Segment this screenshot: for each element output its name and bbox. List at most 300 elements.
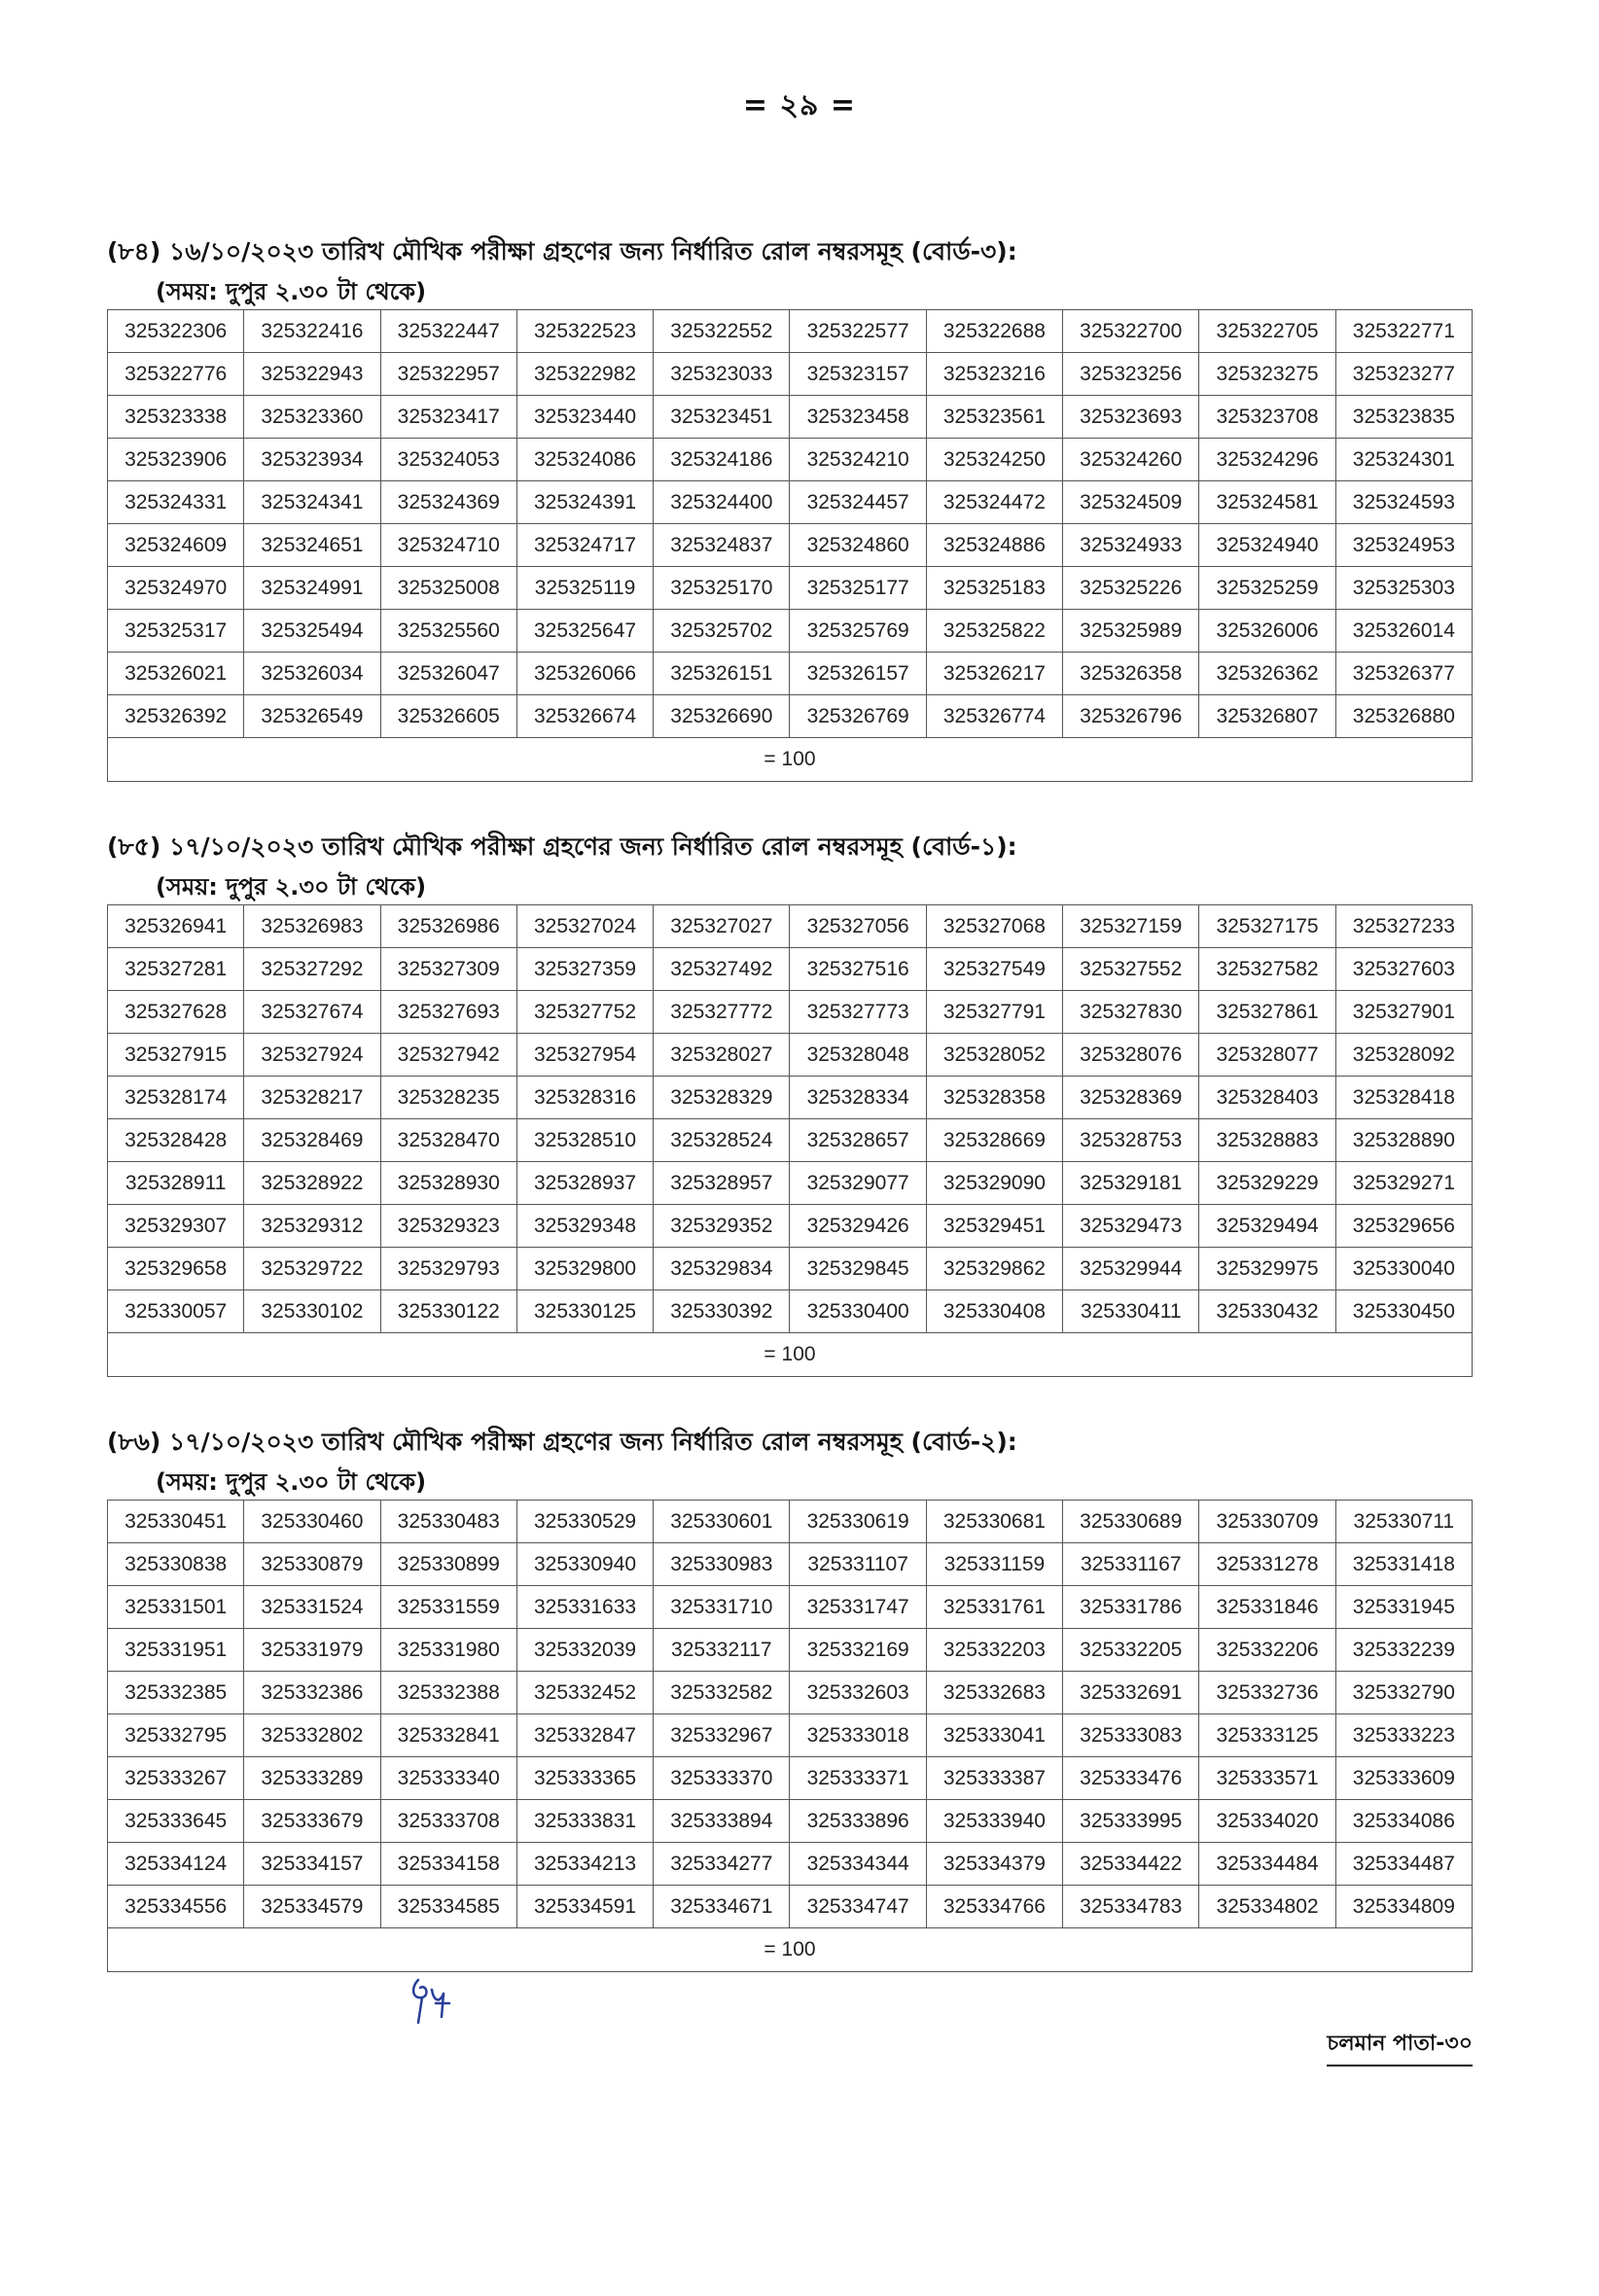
roll-number-cell: 325327924 (244, 1034, 380, 1077)
roll-number-cell: 325328235 (380, 1077, 516, 1119)
roll-number-cell: 325327773 (790, 991, 926, 1034)
roll-number-table (107, 309, 1473, 782)
signature (405, 1974, 463, 2027)
roll-list-section-86 (107, 1420, 1473, 1972)
roll-number-cell: 325322771 (1335, 310, 1472, 353)
table-row (108, 481, 1473, 524)
roll-number-cell: 325328890 (1335, 1119, 1472, 1162)
roll-number-cell: 325331747 (790, 1586, 926, 1629)
roll-number-cell: 325326549 (244, 695, 380, 738)
roll-number-cell: 325332790 (1335, 1672, 1472, 1714)
roll-number-cell: 325327175 (1199, 905, 1335, 948)
table-row (108, 1629, 1473, 1672)
table-row (108, 310, 1473, 353)
roll-number-cell: 325334585 (380, 1886, 516, 1928)
roll-number-cell: 325324391 (516, 481, 653, 524)
table-row (108, 524, 1473, 567)
roll-number-cell: 325327024 (516, 905, 653, 948)
roll-number-cell: 325323338 (108, 396, 244, 439)
roll-number-cell: 325328657 (790, 1119, 926, 1162)
roll-number-cell: 325333940 (926, 1800, 1062, 1843)
roll-number-cell: 325328669 (926, 1119, 1062, 1162)
roll-number-cell: 325324053 (380, 439, 516, 481)
roll-number-cell: 325325303 (1335, 567, 1472, 610)
roll-number-cell: 325333125 (1199, 1714, 1335, 1757)
roll-number-cell: 325330102 (244, 1290, 380, 1333)
roll-number-cell: 325333645 (108, 1800, 244, 1843)
roll-number-cell: 325334802 (1199, 1886, 1335, 1928)
roll-number-cell: 325334086 (1335, 1800, 1472, 1843)
roll-number-cell: 325333476 (1063, 1757, 1199, 1800)
roll-number-cell: 325327915 (108, 1034, 244, 1077)
roll-number-cell: 325330899 (380, 1543, 516, 1586)
roll-number-cell: 325332388 (380, 1672, 516, 1714)
roll-number-cell: 325327552 (1063, 948, 1199, 991)
roll-number-cell: 325324940 (1199, 524, 1335, 567)
roll-number-cell: 325330432 (1199, 1290, 1335, 1333)
roll-number-cell: 325328076 (1063, 1034, 1199, 1077)
roll-number-cell: 325328469 (244, 1119, 380, 1162)
roll-number-cell: 325331167 (1063, 1543, 1199, 1586)
roll-number-cell: 325326674 (516, 695, 653, 738)
roll-number-cell: 325326034 (244, 653, 380, 695)
roll-number-cell: 325322705 (1199, 310, 1335, 353)
roll-number-cell: 325327233 (1335, 905, 1472, 948)
roll-number-cell: 325326358 (1063, 653, 1199, 695)
roll-number-cell: 325331710 (654, 1586, 790, 1629)
roll-number-cell: 325330879 (244, 1543, 380, 1586)
roll-number-cell: 325327791 (926, 991, 1062, 1034)
roll-number-cell: 325325183 (926, 567, 1062, 610)
roll-number-cell: 325332967 (654, 1714, 790, 1757)
roll-number-cell: 325329271 (1335, 1162, 1472, 1205)
roll-number-cell: 325332203 (926, 1629, 1062, 1672)
roll-number-cell: 325331846 (1199, 1586, 1335, 1629)
roll-number-cell: 325334124 (108, 1843, 244, 1886)
roll-number-cell: 325331278 (1199, 1543, 1335, 1586)
roll-number-cell: 325329658 (108, 1248, 244, 1290)
roll-number-cell: 325322577 (790, 310, 926, 353)
roll-number-cell: 325324886 (926, 524, 1062, 567)
roll-number-cell: 325328329 (654, 1077, 790, 1119)
roll-number-cell: 325328428 (108, 1119, 244, 1162)
roll-number-table (107, 1500, 1473, 1972)
table-row (108, 695, 1473, 738)
roll-number-cell: 325328957 (654, 1162, 790, 1205)
table-row (108, 1714, 1473, 1757)
table-row (108, 1162, 1473, 1205)
roll-number-cell: 325333365 (516, 1757, 653, 1800)
roll-number-cell: 325334213 (516, 1843, 653, 1886)
table-row (108, 905, 1473, 948)
table-row (108, 396, 1473, 439)
roll-number-cell: 325326796 (1063, 695, 1199, 738)
roll-number-cell: 325331633 (516, 1586, 653, 1629)
roll-number-cell: 325334766 (926, 1886, 1062, 1928)
roll-number-cell: 325329944 (1063, 1248, 1199, 1290)
roll-number-cell: 325329312 (244, 1205, 380, 1248)
roll-number-cell: 325327954 (516, 1034, 653, 1077)
roll-number-cell: 325328358 (926, 1077, 1062, 1119)
roll-number-cell: 325329862 (926, 1248, 1062, 1290)
section-time: (সময়: দুপুর ২.৩০ টা থেকে) (156, 278, 427, 305)
table-row (108, 1672, 1473, 1714)
roll-number-cell: 325326021 (108, 653, 244, 695)
roll-number-cell: 325333995 (1063, 1800, 1199, 1843)
roll-number-cell: 325330125 (516, 1290, 653, 1333)
roll-number-cell: 325324472 (926, 481, 1062, 524)
roll-number-cell: 325327359 (516, 948, 653, 991)
roll-number-cell: 325327068 (926, 905, 1062, 948)
roll-number-cell: 325324331 (108, 481, 244, 524)
roll-number-cell: 325326941 (108, 905, 244, 948)
roll-number-cell: 325329348 (516, 1205, 653, 1248)
total-count: = 100 (108, 1928, 1473, 1972)
roll-number-cell: 325325989 (1063, 610, 1199, 653)
roll-number-cell: 325327674 (244, 991, 380, 1034)
roll-number-cell: 325327516 (790, 948, 926, 991)
roll-number-cell: 325330711 (1335, 1501, 1472, 1543)
roll-number-cell: 325327159 (1063, 905, 1199, 948)
roll-number-cell: 325326006 (1199, 610, 1335, 653)
roll-number-cell: 325328883 (1199, 1119, 1335, 1162)
roll-number-cell: 325332385 (108, 1672, 244, 1714)
roll-number-cell: 325331107 (790, 1543, 926, 1586)
roll-number-cell: 325324296 (1199, 439, 1335, 481)
roll-number-cell: 325327752 (516, 991, 653, 1034)
roll-number-cell: 325328911 (108, 1162, 244, 1205)
roll-number-cell: 325332795 (108, 1714, 244, 1757)
roll-number-cell: 325328418 (1335, 1077, 1472, 1119)
roll-number-cell: 325328922 (244, 1162, 380, 1205)
roll-number-cell: 325332169 (790, 1629, 926, 1672)
roll-number-cell: 325324250 (926, 439, 1062, 481)
page-number: = ২৯ = (742, 88, 857, 123)
roll-number-cell: 325325170 (654, 567, 790, 610)
roll-number-cell: 325324301 (1335, 439, 1472, 481)
roll-number-cell: 325326605 (380, 695, 516, 738)
roll-number-cell: 325329077 (790, 1162, 926, 1205)
roll-number-cell: 325330838 (108, 1543, 244, 1586)
roll-number-cell: 325328316 (516, 1077, 653, 1119)
roll-number-cell: 325325769 (790, 610, 926, 653)
roll-number-cell: 325328470 (380, 1119, 516, 1162)
roll-number-cell: 325325177 (790, 567, 926, 610)
roll-number-cell: 325331559 (380, 1586, 516, 1629)
roll-number-cell: 325326151 (654, 653, 790, 695)
roll-number-cell: 325333679 (244, 1800, 380, 1843)
roll-number-cell: 325333041 (926, 1714, 1062, 1757)
roll-number-cell: 325334158 (380, 1843, 516, 1886)
roll-number-cell: 325322447 (380, 310, 516, 353)
table-row (108, 1757, 1473, 1800)
roll-number-cell: 325334747 (790, 1886, 926, 1928)
roll-number-cell: 325322306 (108, 310, 244, 353)
roll-number-cell: 325331524 (244, 1586, 380, 1629)
roll-number-cell: 325333609 (1335, 1757, 1472, 1800)
roll-number-cell: 325328052 (926, 1034, 1062, 1077)
roll-number-cell: 325328937 (516, 1162, 653, 1205)
roll-number-cell: 325324457 (790, 481, 926, 524)
roll-number-cell: 325323708 (1199, 396, 1335, 439)
roll-number-cell: 325331501 (108, 1586, 244, 1629)
table-row (108, 653, 1473, 695)
roll-number-cell: 325333370 (654, 1757, 790, 1800)
roll-number-cell: 325327582 (1199, 948, 1335, 991)
table-row (108, 1586, 1473, 1629)
next-page-note: চলমান পাতা-৩০ (1327, 2027, 1473, 2066)
roll-number-cell: 325323277 (1335, 353, 1472, 396)
roll-number-cell: 325333083 (1063, 1714, 1199, 1757)
roll-number-cell: 325328077 (1199, 1034, 1335, 1077)
table-row (108, 1886, 1473, 1928)
roll-number-cell: 325328174 (108, 1077, 244, 1119)
roll-number-cell: 325324593 (1335, 481, 1472, 524)
roll-number-cell: 325322776 (108, 353, 244, 396)
table-row (108, 1248, 1473, 1290)
roll-number-cell: 325324860 (790, 524, 926, 567)
roll-number-cell: 325334277 (654, 1843, 790, 1886)
roll-number-cell: 325331980 (380, 1629, 516, 1672)
roll-number-cell: 325327830 (1063, 991, 1199, 1034)
roll-number-cell: 325326362 (1199, 653, 1335, 695)
roll-number-cell: 325329845 (790, 1248, 926, 1290)
roll-number-cell: 325325560 (380, 610, 516, 653)
roll-number-cell: 325333018 (790, 1714, 926, 1757)
roll-number-cell: 325324260 (1063, 439, 1199, 481)
roll-number-cell: 325330601 (654, 1501, 790, 1543)
roll-list-section-85 (107, 825, 1473, 1377)
roll-number-cell: 325330940 (516, 1543, 653, 1586)
table-row (108, 948, 1473, 991)
roll-number-cell: 325327549 (926, 948, 1062, 991)
roll-number-cell: 325330709 (1199, 1501, 1335, 1543)
roll-number-cell: 325330681 (926, 1501, 1062, 1543)
roll-number-cell: 325328753 (1063, 1119, 1199, 1162)
table-row (108, 1077, 1473, 1119)
roll-number-cell: 325327628 (108, 991, 244, 1034)
roll-number-cell: 325329181 (1063, 1162, 1199, 1205)
roll-number-cell: 325333289 (244, 1757, 380, 1800)
roll-number-cell: 325334487 (1335, 1843, 1472, 1886)
roll-number-cell: 325329090 (926, 1162, 1062, 1205)
roll-number-cell: 325328027 (654, 1034, 790, 1077)
roll-number-cell: 325326217 (926, 653, 1062, 695)
roll-number-cell: 325322552 (654, 310, 790, 353)
table-row (108, 1034, 1473, 1077)
roll-number-cell: 325332603 (790, 1672, 926, 1714)
roll-number-cell: 325333387 (926, 1757, 1062, 1800)
roll-number-cell: 325328334 (790, 1077, 926, 1119)
roll-number-cell: 325329656 (1335, 1205, 1472, 1248)
roll-number-cell: 325330392 (654, 1290, 790, 1333)
roll-number-cell: 325328369 (1063, 1077, 1199, 1119)
roll-number-cell: 325324970 (108, 567, 244, 610)
roll-number-cell: 325326880 (1335, 695, 1472, 738)
roll-number-cell: 325334379 (926, 1843, 1062, 1886)
roll-number-cell: 325322943 (244, 353, 380, 396)
roll-number-cell: 325326983 (244, 905, 380, 948)
total-count: = 100 (108, 738, 1473, 782)
roll-number-cell: 325329307 (108, 1205, 244, 1248)
roll-number-cell: 325333571 (1199, 1757, 1335, 1800)
table-row (108, 1205, 1473, 1248)
roll-number-cell: 325322957 (380, 353, 516, 396)
roll-number-cell: 325332841 (380, 1714, 516, 1757)
roll-number-cell: 325330450 (1335, 1290, 1472, 1333)
roll-number-cell: 325324953 (1335, 524, 1472, 567)
roll-number-cell: 325322700 (1063, 310, 1199, 353)
roll-number-cell: 325323458 (790, 396, 926, 439)
table-row (108, 353, 1473, 396)
roll-number-cell: 325326066 (516, 653, 653, 695)
table-row (108, 567, 1473, 610)
roll-number-cell: 325322688 (926, 310, 1062, 353)
roll-number-cell: 325323216 (926, 353, 1062, 396)
roll-number-cell: 325331159 (926, 1543, 1062, 1586)
section-time: (সময়: দুপুর ২.৩০ টা থেকে) (156, 873, 427, 901)
roll-number-cell: 325329229 (1199, 1162, 1335, 1205)
roll-number-cell: 325324186 (654, 439, 790, 481)
roll-number-cell: 325325494 (244, 610, 380, 653)
roll-number-cell: 325323033 (654, 353, 790, 396)
roll-number-cell: 325327056 (790, 905, 926, 948)
roll-number-cell: 325326986 (380, 905, 516, 948)
roll-number-cell: 325331761 (926, 1586, 1062, 1629)
roll-number-cell: 325334157 (244, 1843, 380, 1886)
roll-number-cell: 325334484 (1199, 1843, 1335, 1886)
roll-number-cell: 325333340 (380, 1757, 516, 1800)
roll-number-cell: 325334783 (1063, 1886, 1199, 1928)
roll-number-cell: 325324933 (1063, 524, 1199, 567)
roll-number-cell: 325324581 (1199, 481, 1335, 524)
roll-number-cell: 325326377 (1335, 653, 1472, 695)
roll-number-cell: 325330483 (380, 1501, 516, 1543)
roll-number-cell: 325332802 (244, 1714, 380, 1757)
roll-number-cell: 325330408 (926, 1290, 1062, 1333)
table-row (108, 1119, 1473, 1162)
roll-number-cell: 325324609 (108, 524, 244, 567)
roll-number-cell: 325332683 (926, 1672, 1062, 1714)
roll-number-cell: 325323934 (244, 439, 380, 481)
roll-number-cell: 325327603 (1335, 948, 1472, 991)
roll-number-cell: 325331945 (1335, 1586, 1472, 1629)
roll-number-cell: 325325008 (380, 567, 516, 610)
roll-number-cell: 325324341 (244, 481, 380, 524)
roll-number-cell: 325329323 (380, 1205, 516, 1248)
roll-number-cell: 325334809 (1335, 1886, 1472, 1928)
roll-number-cell: 325334422 (1063, 1843, 1199, 1886)
roll-number-cell: 325327861 (1199, 991, 1335, 1034)
roll-number-cell: 325323256 (1063, 353, 1199, 396)
roll-number-cell: 325328048 (790, 1034, 926, 1077)
roll-number-cell: 325333267 (108, 1757, 244, 1800)
roll-number-cell: 325326047 (380, 653, 516, 695)
roll-number-cell: 325334556 (108, 1886, 244, 1928)
roll-number-cell: 325332386 (244, 1672, 380, 1714)
roll-number-cell: 325328092 (1335, 1034, 1472, 1077)
roll-number-cell: 325330451 (108, 1501, 244, 1543)
roll-number-cell: 325326690 (654, 695, 790, 738)
roll-number-cell: 325323835 (1335, 396, 1472, 439)
roll-number-cell: 325327292 (244, 948, 380, 991)
roll-number-cell: 325330122 (380, 1290, 516, 1333)
roll-number-cell: 325330057 (108, 1290, 244, 1333)
total-row (108, 738, 1473, 782)
roll-number-cell: 325326769 (790, 695, 926, 738)
roll-number-cell: 325328217 (244, 1077, 380, 1119)
roll-number-cell: 325327492 (654, 948, 790, 991)
roll-number-cell: 325328510 (516, 1119, 653, 1162)
roll-number-cell: 325323417 (380, 396, 516, 439)
roll-number-cell: 325324651 (244, 524, 380, 567)
roll-number-cell: 325328524 (654, 1119, 790, 1162)
roll-number-cell: 325328930 (380, 1162, 516, 1205)
roll-number-cell: 325324710 (380, 524, 516, 567)
total-row (108, 1333, 1473, 1377)
roll-number-cell: 325333831 (516, 1800, 653, 1843)
roll-number-cell: 325334020 (1199, 1800, 1335, 1843)
roll-number-cell: 325327942 (380, 1034, 516, 1077)
roll-number-cell: 325326774 (926, 695, 1062, 738)
roll-number-cell: 325324717 (516, 524, 653, 567)
roll-number-cell: 325330689 (1063, 1501, 1199, 1543)
total-row (108, 1928, 1473, 1972)
table-row (108, 610, 1473, 653)
roll-number-cell: 325322523 (516, 310, 653, 353)
roll-number-cell: 325332582 (654, 1672, 790, 1714)
roll-number-cell: 325326807 (1199, 695, 1335, 738)
roll-number-cell: 325330619 (790, 1501, 926, 1543)
roll-number-cell: 325327693 (380, 991, 516, 1034)
roll-number-cell: 325324837 (654, 524, 790, 567)
table-row (108, 991, 1473, 1034)
roll-number-cell: 325330400 (790, 1290, 926, 1333)
roll-number-cell: 325330040 (1335, 1248, 1472, 1290)
roll-number-cell: 325329722 (244, 1248, 380, 1290)
roll-number-cell: 325334671 (654, 1886, 790, 1928)
roll-number-cell: 325323440 (516, 396, 653, 439)
roll-number-cell: 325324400 (654, 481, 790, 524)
table-row (108, 1501, 1473, 1543)
roll-number-cell: 325327027 (654, 905, 790, 948)
roll-number-cell: 325325317 (108, 610, 244, 653)
table-row (108, 1543, 1473, 1586)
roll-number-cell: 325329352 (654, 1205, 790, 1248)
roll-number-cell: 325323157 (790, 353, 926, 396)
roll-number-cell: 325331979 (244, 1629, 380, 1672)
roll-number-cell: 325324509 (1063, 481, 1199, 524)
roll-number-table (107, 904, 1473, 1377)
roll-number-cell: 325327772 (654, 991, 790, 1034)
roll-number-cell: 325323451 (654, 396, 790, 439)
roll-number-cell: 325330460 (244, 1501, 380, 1543)
roll-number-cell: 325331418 (1335, 1543, 1472, 1586)
roll-number-cell: 325325822 (926, 610, 1062, 653)
roll-number-cell: 325322982 (516, 353, 653, 396)
roll-number-cell: 325326157 (790, 653, 926, 695)
table-row (108, 1843, 1473, 1886)
roll-number-cell: 325327901 (1335, 991, 1472, 1034)
roll-number-cell: 325323360 (244, 396, 380, 439)
roll-number-cell: 325324086 (516, 439, 653, 481)
roll-number-cell: 325332039 (516, 1629, 653, 1672)
total-count: = 100 (108, 1333, 1473, 1377)
table-row (108, 1290, 1473, 1333)
table-row (108, 1800, 1473, 1843)
roll-number-cell: 325332117 (654, 1629, 790, 1672)
roll-number-cell: 325332691 (1063, 1672, 1199, 1714)
